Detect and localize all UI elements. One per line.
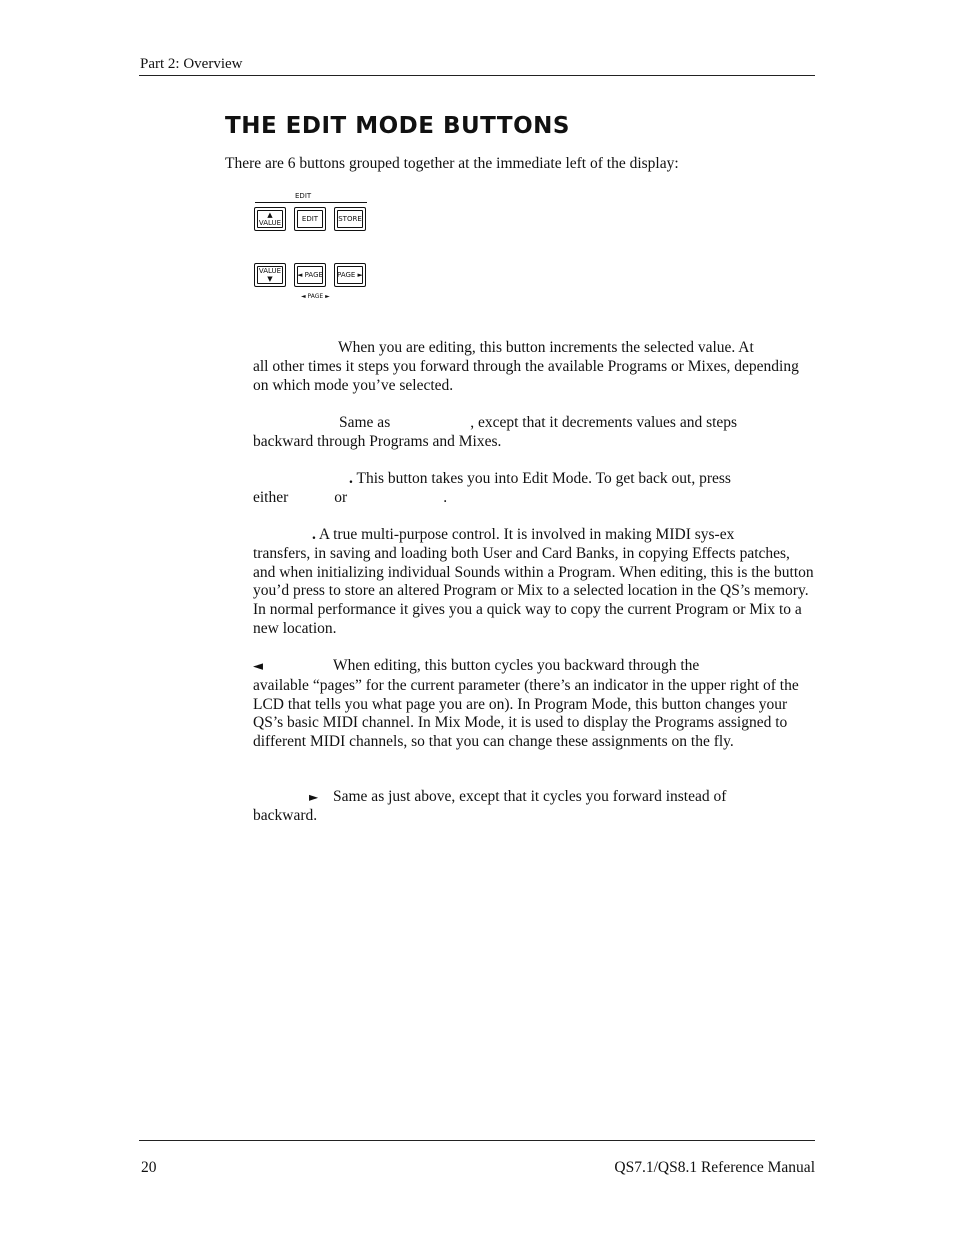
header-rule — [139, 75, 815, 76]
edit-buttons-illustration — [253, 190, 373, 305]
left-arrow-icon: ◄ — [253, 659, 263, 674]
store-button-icon: STORE — [334, 207, 366, 231]
intro-text: There are 6 buttons grouped together at the immediate left of the display: — [225, 155, 679, 172]
running-header: Part 2: Overview — [140, 56, 243, 72]
value-up-description: When you are editing, this button increments the selected value. At all other times it steps you forward through the available Programs or Mixes, depending on which mode you’ve selected. — [253, 339, 799, 394]
panel-bottom-caption: ◄ PAGE ► — [301, 293, 330, 300]
value-down-button-icon: VALUE ▼ — [254, 263, 286, 287]
page-right-button-icon: PAGE ► — [334, 263, 366, 287]
footer-rule — [139, 1140, 815, 1141]
right-arrow-icon: ► — [309, 790, 319, 804]
store-description: . A true multi-purpose control. It is involved in making MIDI sys-ex transfers, in saving and loading both User and Card Banks, in copying Effects patches, and when initializing individual Sounds within a Program. When editing, this is the button you’d press to store an altered Program or Mix to a selected location in the QS’s memory. In normal performance it gives you a quick way to copy the current Program or Mix to a new location. — [253, 526, 814, 637]
value-down-description: Same as , except that it decrements values and steps backward through Programs and Mixes. — [253, 414, 738, 450]
section-title: THE EDIT MODE BUTTONS — [225, 113, 570, 139]
page-right-description: ► Same as just above, except that it cycles you forward instead of backward. — [253, 788, 727, 824]
edit-button-icon: EDIT — [294, 207, 326, 231]
page-left-description: ◄ When editing, this button cycles you backward through the available “pages” for the current parameter (there’s an indicator in the upper right of the LCD that tells you what page you are on). In Program Mode, this button changes your QS’s basic MIDI channel. In Mix Mode, it is used to display the Programs assigned to different MIDI channels, so that you can change these assignments on the fly. — [253, 657, 799, 751]
edit-description: . This button takes you into Edit Mode. To get back out, press either or . — [253, 470, 731, 506]
panel-top-caption: EDIT — [295, 192, 312, 200]
panel-top-rule — [255, 202, 367, 203]
page-left-button-icon: ◄ PAGE — [294, 263, 326, 287]
page-number: 20 — [141, 1159, 157, 1176]
manual-title: QS7.1/QS8.1 Reference Manual — [614, 1159, 815, 1176]
value-up-button-icon: ▲ VALUE — [254, 207, 286, 231]
